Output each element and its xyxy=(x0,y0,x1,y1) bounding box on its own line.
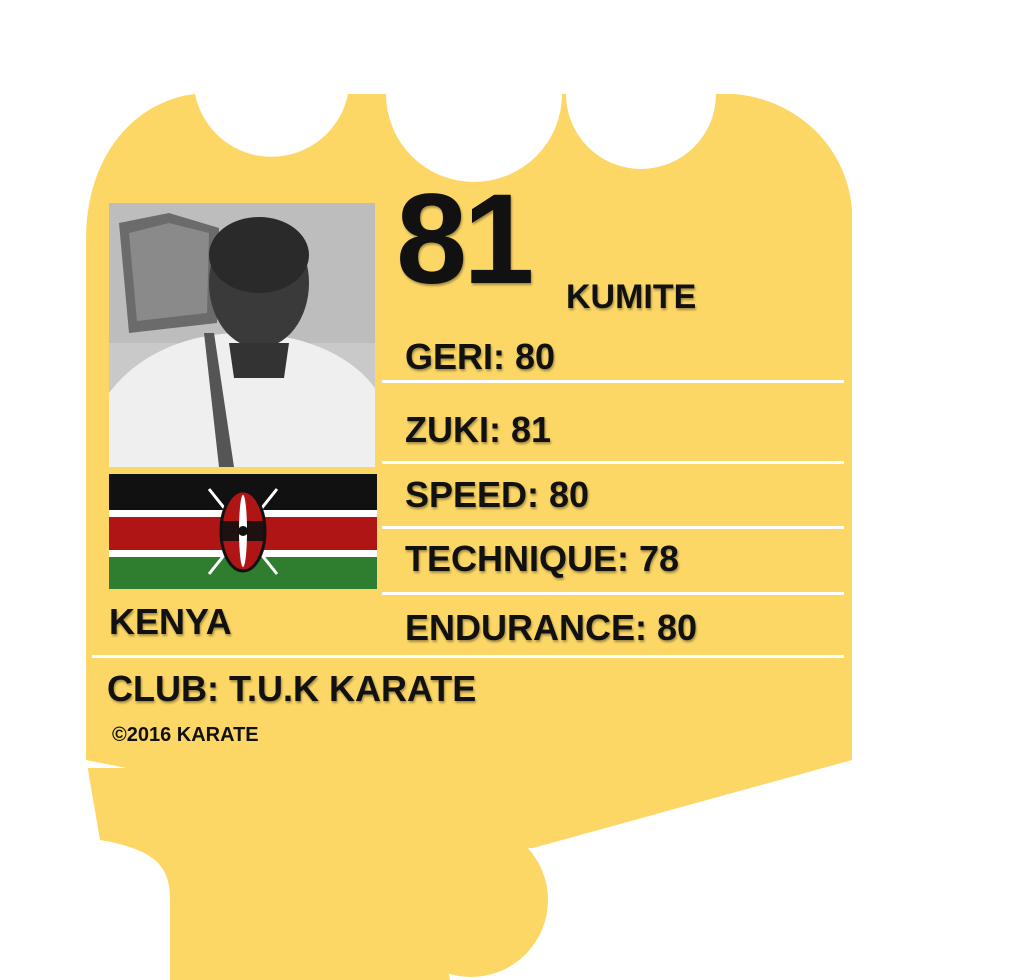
country-flag xyxy=(109,474,377,589)
copyright-text: ©2016 KARATE xyxy=(112,724,259,746)
stat-divider xyxy=(382,592,844,595)
club-name: CLUB: T.U.K KARATE xyxy=(107,668,477,709)
stat-divider xyxy=(382,526,844,529)
position-label: KUMITE xyxy=(566,278,697,316)
stat-technique: TECHNIQUE: 78 xyxy=(405,538,680,579)
stat-divider xyxy=(382,461,844,464)
overall-rating: 81 xyxy=(396,168,531,311)
player-photo xyxy=(109,203,375,467)
stat-speed: SPEED: 80 xyxy=(405,474,590,515)
club-divider xyxy=(92,655,844,658)
stat-zuki: ZUKI: 81 xyxy=(405,409,552,450)
stat-geri: GERI: 80 xyxy=(405,336,556,377)
stat-endurance: ENDURANCE: 80 xyxy=(405,607,698,648)
country-name: KENYA xyxy=(109,601,232,642)
stat-divider xyxy=(382,380,844,383)
